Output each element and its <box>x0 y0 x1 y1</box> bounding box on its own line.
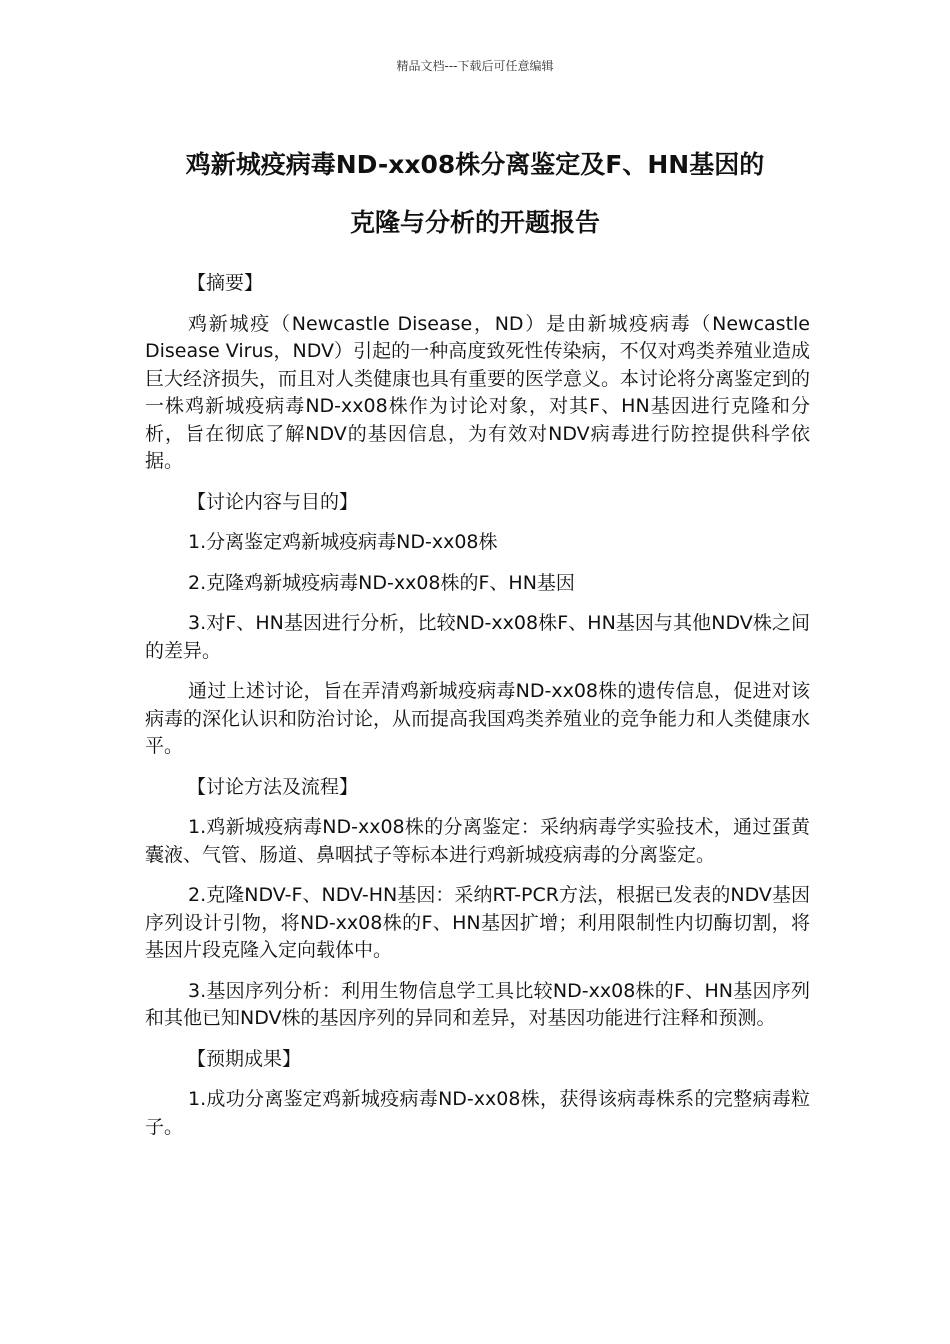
expected-item-1: 1.成功分离鉴定鸡新城疫病毒ND-xx08株，获得该病毒株系的完整病毒粒子。 <box>145 1088 810 1138</box>
methods-item-1: 1.鸡新城疫病毒ND-xx08株的分离鉴定：采纳病毒学实验技术，通过蛋黄囊液、气管、肠道、鼻咽拭子等标本进行鸡新城疫病毒的分离鉴定。 <box>145 816 810 866</box>
title-line-1: 鸡新城疫病毒ND-xx08株分离鉴定及F、HN基因的 <box>185 150 765 179</box>
content-goal-item-2: 2.克隆鸡新城疫病毒ND-xx08株的F、HN基因 <box>188 571 575 594</box>
content-goal-item-1: 1.分离鉴定鸡新城疫病毒ND-xx08株 <box>188 531 498 553</box>
document-title <box>120 136 830 252</box>
content-goal-summary: 通过上述讨论，旨在弄清鸡新城疫病毒ND-xx08株的遗传信息，促进对该病毒的深化认识和防治讨论，从而提高我国鸡类养殖业的竞争能力和人类健康水平。 <box>145 680 811 757</box>
methods-item-2: 2.克隆NDV-F、NDV-HN基因：采纳RT-PCR方法，根据已发表的NDV基因序列设计引物，将ND-xx08株的F、HN基因扩增；利用限制性内切酶切割，将基因片段克隆入定向载体中。 <box>145 884 810 961</box>
section-heading-abstract: 【摘要】 <box>187 272 264 294</box>
section-heading-content-goal: 【讨论内容与目的】 <box>187 490 359 513</box>
content-goal-item-3: 3.对F、HN基因进行分析，比较ND-xx08株F、HN基因与其他NDV株之间的差异。 <box>145 612 810 662</box>
section-heading-expected: 【预期成果】 <box>187 1047 302 1070</box>
section-heading-methods: 【讨论方法及流程】 <box>187 775 359 798</box>
header-note: 精品文档---下载后可任意编辑 <box>396 59 554 73</box>
title-line-2: 克隆与分析的开题报告 <box>349 208 600 237</box>
document-body <box>145 270 810 1154</box>
methods-item-3: 3.基因序列分析：利用生物信息学工具比较ND-xx08株的F、HN基因序列和其他已知NDV株的基因序列的异同和差异，对基因功能进行注释和预测。 <box>145 979 810 1029</box>
abstract-paragraph: 鸡新城疫（Newcastle Disease，ND）是由新城疫病毒（Newcastle Disease Virus，NDV）引起的一种高度致死性传染病，不仅对鸡类养殖业造成巨大经济损失，而且对人类健康也具有重要的医学意义。本讨论将分离鉴定到的一株鸡新城疫病毒ND-xx08株作为讨论对象，对其F、HN基因进行克隆和分析，旨在彻底了解NDV的基因信息，为有效对NDV病毒进行防控提供科学依据。 <box>145 312 811 472</box>
